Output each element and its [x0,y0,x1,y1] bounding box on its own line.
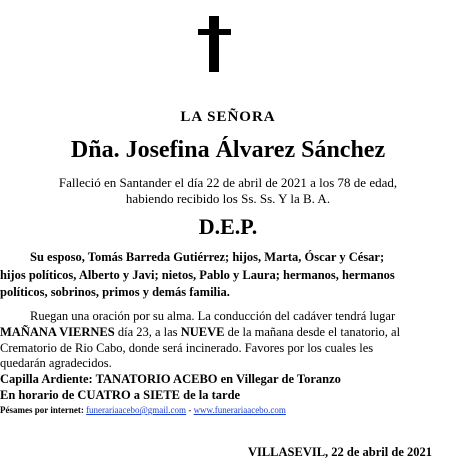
condolences-line [0,405,286,415]
prayer-line-1: Ruegan una oración por su alma. La conducción del cadáver tendrá lugar [30,309,396,323]
prayer-day: MAÑANA VIERNES [0,325,115,339]
link-separator: - [186,405,194,415]
chapel-line-2: En horario de CUATRO a SIETE de la tarde [0,388,241,402]
death-line-1: Falleció en Santander el día 22 de abril de 2021 a los 78 de edad, [58,175,398,190]
death-line-2: habiendo recibido los Ss. Ss. Y la B. A. [125,191,331,206]
title: LA SEÑORA [180,109,276,125]
place-date: VILLASEVIL, 22 de abril de 2021 [247,445,432,459]
prayer-text-b: de la mañana desde el tanatorio, al [224,325,401,339]
prayer-time: NUEVE [180,325,225,339]
website-link[interactable]: www.funerariaacebo.com [193,405,286,415]
deceased-name: Dña. Josefina Álvarez Sánchez [70,137,386,163]
prayer-text-a: día 23, a las [114,325,181,339]
chapel-line-1: Capilla Ardiente: TANATORIO ACEBO en Villegar de Toranzo [0,372,341,386]
prayer-line-3: Crematorio de Rio Cabo, donde será incinerado. Favores por los cuales les [0,341,374,355]
family-line-1: Su esposo, Tomás Barreda Gutiérrez; hijos, Marta, Óscar y César; [30,250,385,264]
family-line-3: políticos, sobrinos, primos y demás familia. [0,285,230,299]
prayer-line-2 [0,325,400,340]
email-link[interactable]: funerariaacebo@gmail.com [86,405,187,415]
prayer-line-4: quedarán agradecidos. [0,356,112,370]
family-line-2: hijos políticos, Alberto y Javi; nietos, Pablo y Laura; hermanos, hermanos [0,268,395,282]
dep-heading: D.E.P. [198,214,258,239]
condolences-label: Pésames por internet: [0,405,84,415]
